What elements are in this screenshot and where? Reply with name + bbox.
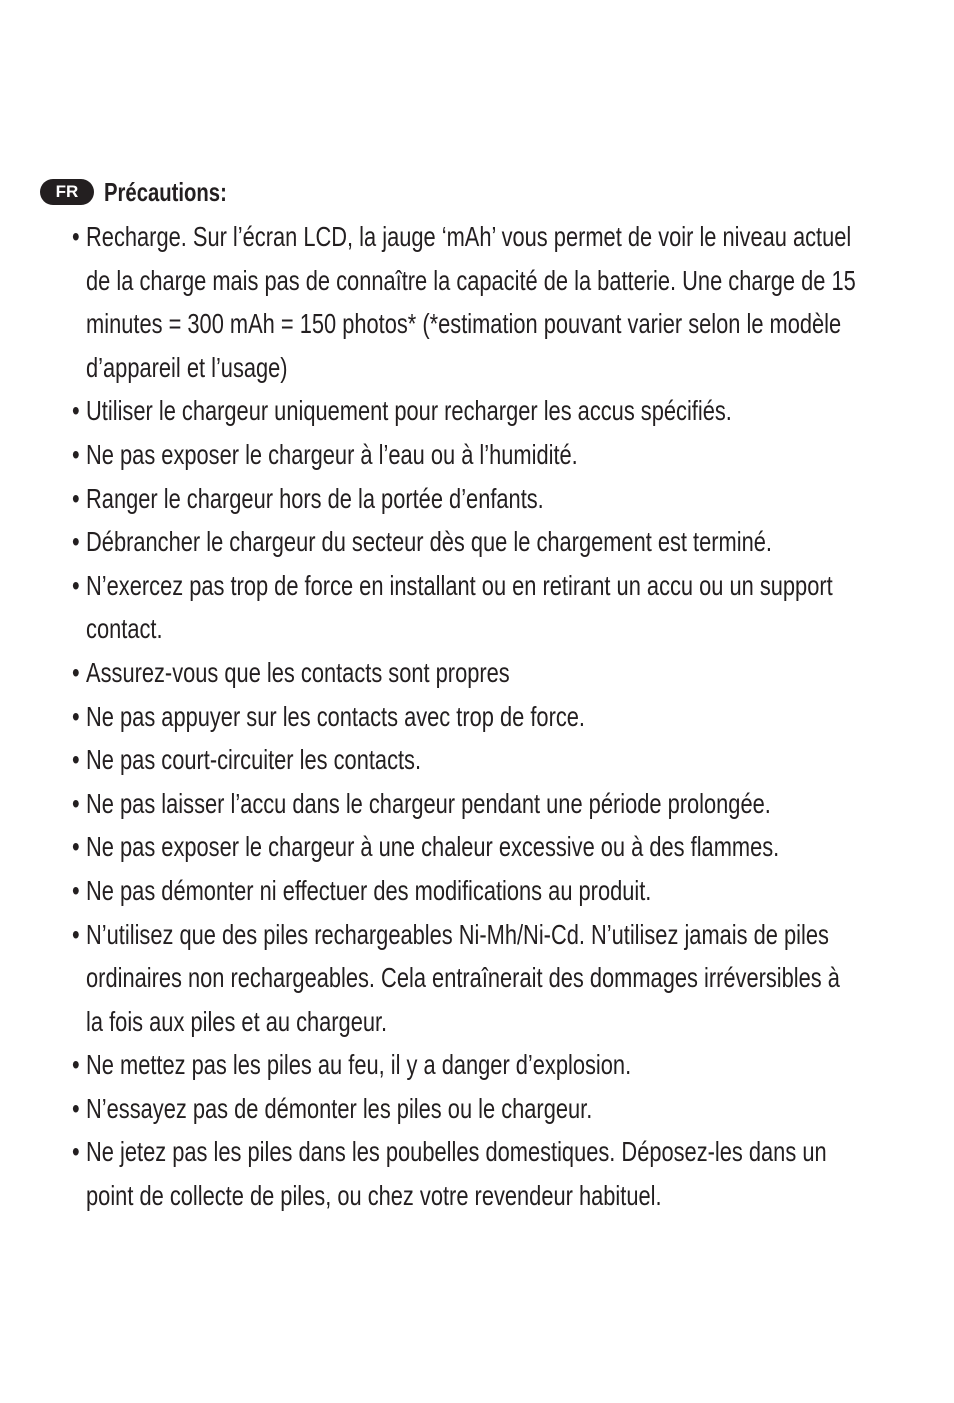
bullet-icon: • bbox=[72, 569, 80, 601]
list-item bbox=[72, 564, 860, 651]
list-item bbox=[72, 1130, 860, 1217]
bullet-icon: • bbox=[72, 526, 80, 558]
list-item-text: Ne pas appuyer sur les contacts avec trop de force. bbox=[86, 700, 585, 732]
list-item-text: Débrancher le chargeur du secteur dès que le chargement est terminé. bbox=[86, 526, 772, 558]
list-item-text: Ne pas démonter ni effectuer des modifications au produit. bbox=[86, 874, 652, 906]
list-item bbox=[72, 520, 860, 564]
list-item-text: Utiliser le chargeur uniquement pour recharger les accus spécifiés. bbox=[86, 395, 732, 427]
list-item-text: Ne pas exposer le chargeur à une chaleur excessive ou à des flammes. bbox=[86, 831, 780, 863]
list-item bbox=[72, 215, 860, 389]
list-item bbox=[72, 695, 860, 739]
bullet-icon: • bbox=[72, 395, 80, 427]
bullet-icon: • bbox=[72, 482, 80, 514]
bullet-icon: • bbox=[72, 1136, 80, 1168]
bullet-icon: • bbox=[72, 787, 80, 819]
list-item bbox=[72, 389, 860, 433]
list-item bbox=[72, 825, 860, 869]
bullet-icon: • bbox=[72, 221, 80, 252]
section-heading bbox=[40, 174, 262, 210]
list-item-text: Ranger le chargeur hors de la portée d’enfants. bbox=[86, 482, 544, 514]
list-item-text: Ne jetez pas les piles dans les poubelles domestiques. Déposez-les dans un point de collecte de piles, ou chez votre revendeur habituel. bbox=[86, 1136, 827, 1212]
bullet-icon: • bbox=[72, 1049, 80, 1081]
page-title: Précautions: bbox=[104, 177, 227, 207]
list-item-text: Ne pas laisser l’accu dans le chargeur pendant une période prolongée. bbox=[86, 787, 771, 819]
list-item bbox=[72, 651, 860, 695]
bullet-icon: • bbox=[72, 918, 80, 950]
list-item bbox=[72, 433, 860, 477]
list-item bbox=[72, 738, 860, 782]
bullet-icon: • bbox=[72, 656, 80, 688]
bullet-icon: • bbox=[72, 744, 80, 776]
list-item-text: N’essayez pas de démonter les piles ou le chargeur. bbox=[86, 1092, 593, 1124]
precautions-list bbox=[72, 215, 860, 1218]
list-item-text: Ne pas court-circuiter les contacts. bbox=[86, 744, 422, 776]
list-item-text: Ne pas exposer le chargeur à l’eau ou à l’humidité. bbox=[86, 438, 578, 470]
language-badge: FR bbox=[40, 179, 94, 205]
list-item bbox=[72, 782, 860, 826]
bullet-icon: • bbox=[72, 831, 80, 863]
bullet-icon: • bbox=[72, 1092, 80, 1124]
list-item bbox=[72, 477, 860, 521]
list-item bbox=[72, 913, 860, 1044]
list-item bbox=[72, 1043, 860, 1087]
list-item-text: N’utilisez que des piles rechargeables Ni-Mh/Ni-Cd. N’utilisez jamais de piles ordinaires non rechargeables. Cela entraînerait des dommages irréversibles à la fois aux piles et au chargeur. bbox=[86, 918, 840, 1037]
list-item-text: Assurez-vous que les contacts sont propres bbox=[86, 656, 510, 688]
bullet-icon: • bbox=[72, 874, 80, 906]
list-item-text: Ne mettez pas les piles au feu, il y a danger d’explosion. bbox=[86, 1049, 632, 1081]
list-item-text: N’exercez pas trop de force en installant ou en retirant un accu ou un support contact. bbox=[86, 569, 833, 645]
bullet-icon: • bbox=[72, 700, 80, 732]
list-item bbox=[72, 1087, 860, 1131]
list-item-text: Recharge. Sur l’écran LCD, la jauge ‘mAh’ vous permet de voir le niveau actuel de la charge mais pas de connaître la capacité de la batterie. Une charge de 15 minutes = 300 mAh = 150 photos* (*estimation pouvant varier selon le modèle d’appareil et l’usage) bbox=[86, 221, 856, 383]
bullet-icon: • bbox=[72, 438, 80, 470]
list-item bbox=[72, 869, 860, 913]
